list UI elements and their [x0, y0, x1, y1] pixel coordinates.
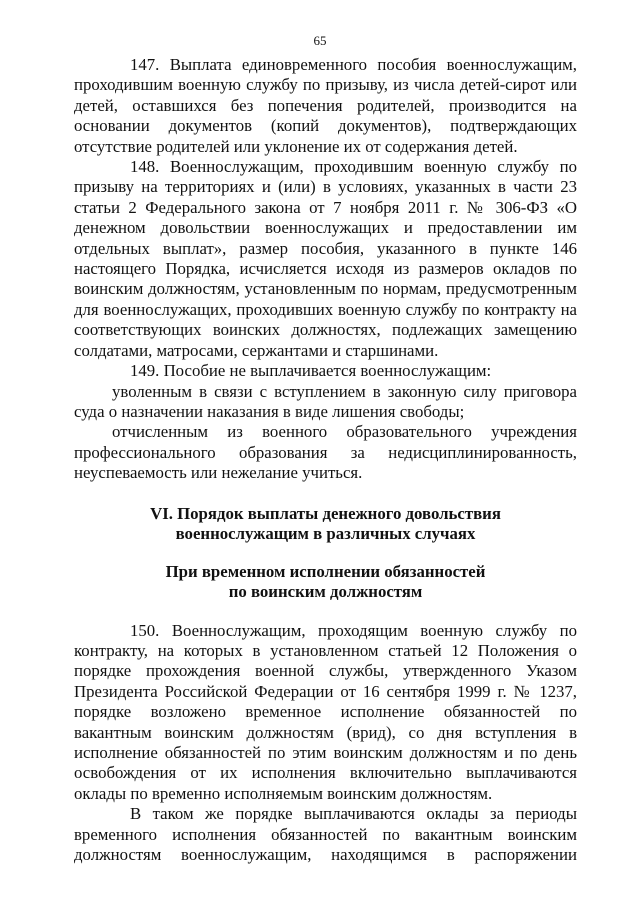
subsection-heading-line: При временном исполнении обязанностей — [165, 561, 486, 581]
section-heading-line: военнослужащим в различных случаях — [175, 524, 476, 544]
paragraph-148: 148. Военнослужащим, проходившим военную службу по призыву на территориях и (или) в условиях, указанных в части 23 статьи 2 Федерального закона от 7 ноября 2011 г. № 306-ФЗ «О денежном довольствии военнослужащих и предоставлении им отдельных выплат», размер пособия, указанного в пункте 146 настоящего Порядка, исчисляется исходя из размеров окладов по воинским должностям, установленным по нормам, предусмотренным для военнослужащих, проходивших военную службу по контракту на соответствующих воинских должностях, подлежащих замещению солдатами, матросами, сержантами и старшинами. — [74, 157, 577, 360]
document-body — [74, 55, 577, 865]
subsection-heading-line: по воинским должностям — [228, 582, 423, 602]
page-number: 65 — [313, 33, 327, 48]
paragraph-150: 150. Военнослужащим, проходящим военную службу по контракту, на которых в установленном статьей 12 Положения о порядке прохождения военной службы, утвержденного Указом Президента Российской Федерации от 16 сентября 1999 г. № 1237, порядке возложено временное исполнение обязанностей по вакантным воинским должностям (врид), со дня вступления в исполнение обязанностей по этим воинским должностям и по день освобождения от их исполнения включительно выплачиваются оклады по временно исполняемым воинским должностям. — [74, 620, 577, 803]
list-item: уволенным в связи с вступлением в законную силу приговора суда о назначении наказания в виде лишения свободы; — [74, 381, 577, 421]
section-heading — [74, 504, 577, 545]
list-item: отчисленным из военного образовательного учреждения профессионального образования за недисциплинированность, неуспеваемость или нежелание учиться. — [74, 422, 577, 483]
paragraph-continued: В таком же порядке выплачиваются оклады за периоды временного исполнения обязанностей по вакантным воинским должностям военнослужащим, находящимся в распоряжении — [74, 804, 577, 864]
paragraph-149: 149. Пособие не выплачивается военнослужащим: — [130, 361, 492, 381]
subsection-heading — [74, 562, 577, 603]
section-heading-line: VI. Порядок выплаты денежного довольствия — [150, 503, 501, 523]
paragraph-147: 147. Выплата единовременного пособия военнослужащим, проходившим военную службу по призыву, из числа детей-сирот или детей, оставшихся без попечения родителей, производится на основании документов (копий документов), подтверждающих отсутствие родителей или уклонение их от содержания детей. — [74, 55, 577, 156]
